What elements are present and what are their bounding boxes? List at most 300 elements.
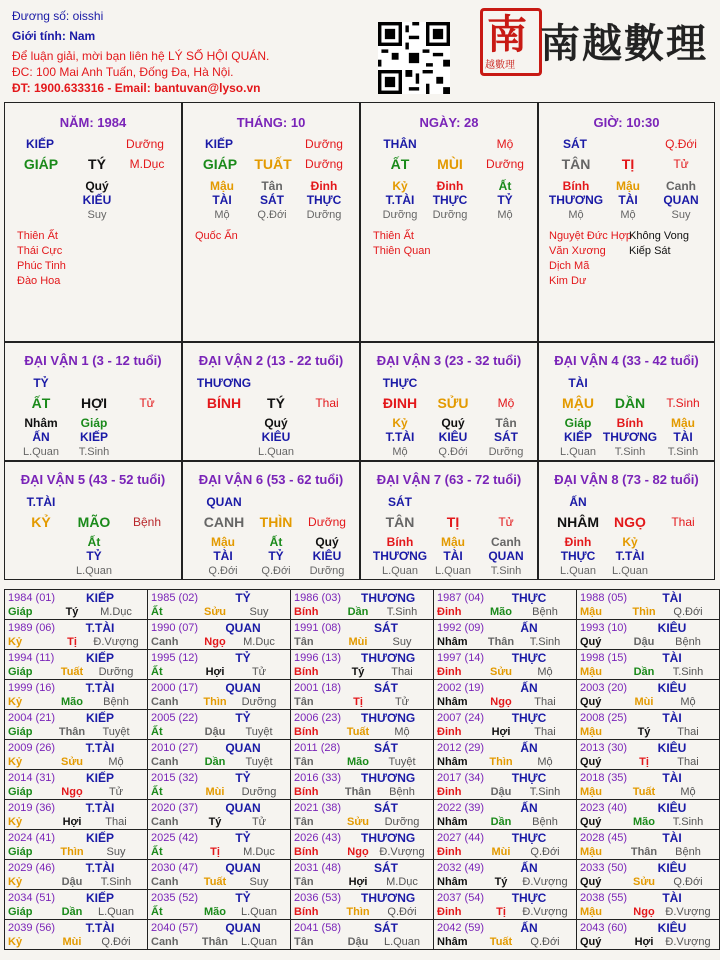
year-can: Tân: [294, 876, 314, 888]
year-can: Ất: [151, 906, 163, 918]
year-chi: Mùi: [205, 786, 225, 798]
year-thap-than: TÀI: [662, 591, 682, 605]
year-thap-than: ẤN: [520, 621, 538, 635]
year-can: Ất: [151, 606, 163, 618]
year-chi: Tý: [351, 666, 365, 678]
year-cell: [434, 770, 577, 800]
year-can: Nhâm: [437, 816, 468, 828]
year-thap-than: THƯƠNG: [361, 591, 416, 605]
year-can: Kỷ: [8, 636, 23, 648]
year-chi: Mão: [61, 696, 83, 708]
year-truong-sinh: Đ.Vượng: [522, 876, 568, 888]
year-cell: [5, 680, 148, 710]
year-can: Mậu: [580, 906, 602, 918]
year-label: 2016 (33): [294, 772, 342, 784]
year-label: 2031 (48): [294, 862, 342, 874]
year-truong-sinh: Đ.Vượng: [522, 906, 568, 918]
year-can: Bính: [294, 726, 319, 738]
year-truong-sinh: Tuyệt: [245, 726, 273, 738]
year-can: Bính: [294, 666, 319, 678]
year-chi: Tị: [353, 696, 363, 708]
year-truong-sinh: Tử: [394, 696, 410, 708]
year-thap-than: KIẾP: [85, 831, 114, 845]
year-cell: [434, 860, 577, 890]
year-can: Tân: [294, 636, 314, 648]
year-thap-than: KIÊU: [657, 741, 687, 755]
year-cell: [5, 770, 148, 800]
year-label: 1989 (06): [8, 622, 56, 634]
year-chi: Mùi: [348, 636, 368, 648]
year-label: 2017 (34): [437, 772, 485, 784]
year-truong-sinh: T.Sinh: [529, 636, 561, 648]
year-label: 2021 (38): [294, 802, 342, 814]
year-chi: Tý: [494, 876, 508, 888]
year-thap-than: T.TÀI: [85, 861, 115, 875]
year-truong-sinh: Tuyệt: [102, 726, 130, 738]
year-can: Bính: [294, 786, 319, 798]
year-can: Mậu: [580, 846, 602, 858]
year-thap-than: TÀI: [662, 771, 682, 785]
year-can: Mậu: [580, 786, 602, 798]
year-truong-sinh: L.Quan: [240, 936, 278, 948]
year-row: [5, 620, 720, 650]
year-label: 2040 (57): [151, 922, 199, 934]
year-truong-sinh: Mộ: [680, 786, 696, 798]
year-can: Giáp: [8, 606, 33, 618]
pillar-hour: GIỜ: 10:30 SÁT Q.Đới TÂN TỊ Tử Bính Mậu Canh THƯƠNG TÀI QUAN Mộ Mộ Suy Nguyệt Đức Hợp Văn Xương Dịch Mã Kim Dư Không Vong Kiếp Sát: [538, 102, 715, 342]
year-cell: [577, 800, 720, 830]
year-label: 1984 (01): [8, 592, 56, 604]
year-label: 2002 (19): [437, 682, 485, 694]
year-cell: [577, 890, 720, 920]
year-truong-sinh: Tử: [108, 786, 124, 798]
year-cell: [577, 740, 720, 770]
year-chi: Mão: [490, 606, 512, 618]
pillar-month: THÁNG: 10 KIẾP Dưỡng GIÁP TUẤT Dưỡng Mậu Tân Đinh TÀI SÁT THỰC Mộ Q.Đới Dưỡng Quốc Ấn: [182, 102, 360, 342]
year-thap-than: TÀI: [662, 711, 682, 725]
year-cell: [434, 590, 577, 620]
year-chi: Ngọ: [347, 846, 369, 858]
year-thap-than: QUAN: [225, 801, 261, 815]
year-truong-sinh: Tuyệt: [388, 756, 416, 768]
year-thap-than: KIÊU: [657, 621, 687, 635]
year-truong-sinh: Q.Đới: [673, 606, 703, 618]
year-truong-sinh: Bệnh: [103, 696, 129, 708]
year-cell: [291, 800, 434, 830]
year-chi: Dần: [204, 756, 226, 768]
year-thap-than: QUAN: [225, 621, 261, 635]
year-can: Bính: [294, 846, 319, 858]
year-cell: [148, 740, 291, 770]
year-truong-sinh: M.Dục: [243, 846, 275, 858]
year-cell: [5, 890, 148, 920]
year-label: 1995 (12): [151, 652, 199, 664]
year-can: Kỷ: [8, 756, 23, 768]
year-label: 2029 (46): [8, 862, 56, 874]
year-chi: Thân: [201, 936, 229, 948]
year-chi: Hợi: [348, 876, 368, 888]
year-thap-than: QUAN: [225, 741, 261, 755]
year-chi: Hợi: [62, 816, 82, 828]
year-thap-than: SÁT: [374, 681, 398, 695]
year-can: Quý: [580, 636, 602, 648]
year-cell: [148, 710, 291, 740]
year-cell: [434, 920, 577, 950]
year-cell: [577, 650, 720, 680]
year-can: Nhâm: [437, 636, 468, 648]
year-cell: [434, 620, 577, 650]
year-truong-sinh: M.Dục: [386, 876, 418, 888]
pillar-year: NĂM: 1984 KIẾP Dưỡng GIÁP TÝ M.Dục Quý KIẾU Suy Thiên Ất Thái Cực Phúc Tinh Đào Hoa: [4, 102, 182, 342]
year-chi: Hợi: [634, 936, 654, 948]
year-truong-sinh: Bệnh: [532, 606, 558, 618]
year-thap-than: KIẾP: [85, 591, 114, 605]
year-chi: Dậu: [61, 876, 83, 888]
year-truong-sinh: L.Quan: [97, 906, 135, 918]
year-cell: [577, 590, 720, 620]
year-row: [5, 680, 720, 710]
year-chi: Sửu: [203, 606, 227, 618]
year-cell: [291, 620, 434, 650]
year-thap-than: TỶ: [235, 591, 251, 605]
year-label: 2007 (24): [437, 712, 485, 724]
year-cell: [148, 830, 291, 860]
year-chi: Tuất: [489, 936, 513, 948]
year-label: 2018 (35): [580, 772, 628, 784]
year-label: 1994 (11): [8, 652, 55, 664]
year-can: Tân: [294, 696, 314, 708]
pillar-day: NGÀY: 28 THÂN Mộ ẤT MÙI Dưỡng Kỷ Đinh Ất T.TÀI THỰC TỶ Dưỡng Dưỡng Mộ Thiên Ất Thiên Quan: [360, 102, 538, 342]
year-cell: [577, 710, 720, 740]
year-can: Canh: [151, 816, 179, 828]
year-cell: [434, 890, 577, 920]
year-can: Canh: [151, 756, 179, 768]
year-label: 1993 (10): [580, 622, 628, 634]
year-thap-than: KIÊU: [657, 801, 687, 815]
year-cell: [148, 650, 291, 680]
year-label: 2001 (18): [294, 682, 342, 694]
year-label: 2005 (22): [151, 712, 199, 724]
year-label: 2024 (41): [8, 832, 56, 844]
year-chi: Thân: [630, 846, 658, 858]
year-label: 1988 (05): [580, 592, 628, 604]
year-truong-sinh: Suy: [106, 846, 126, 858]
year-thap-than: THỰC: [511, 711, 547, 725]
year-label: 1990 (07): [151, 622, 199, 634]
year-truong-sinh: Q.Đới: [101, 936, 131, 948]
year-truong-sinh: Thai: [534, 726, 556, 738]
year-thap-than: TÀI: [662, 651, 682, 665]
year-chi: Mùi: [634, 696, 654, 708]
year-can: Ất: [151, 846, 163, 858]
year-thap-than: KIẾP: [85, 651, 114, 665]
year-label: 2028 (45): [580, 832, 628, 844]
year-truong-sinh: Thai: [391, 666, 413, 678]
year-truong-sinh: Đ.Vượng: [665, 936, 711, 948]
year-cell: [434, 680, 577, 710]
year-cell: [148, 620, 291, 650]
year-label: 2008 (25): [580, 712, 628, 724]
year-label: 2037 (54): [437, 892, 485, 904]
year-cell: [291, 590, 434, 620]
year-truong-sinh: Dưỡng: [241, 696, 277, 708]
year-truong-sinh: Q.Đới: [530, 846, 560, 858]
year-truong-sinh: Dưỡng: [98, 666, 134, 678]
year-can: Canh: [151, 696, 179, 708]
year-row: [5, 920, 720, 950]
year-label: 2038 (55): [580, 892, 628, 904]
year-chi: Ngọ: [490, 696, 512, 708]
year-label: 1997 (14): [437, 652, 485, 664]
year-chi: Tị: [496, 906, 506, 918]
year-truong-sinh: Tuyệt: [245, 756, 273, 768]
year-label: 1986 (03): [294, 592, 342, 604]
year-label: 2022 (39): [437, 802, 485, 814]
year-can: Bính: [294, 906, 319, 918]
year-label: 2020 (37): [151, 802, 199, 814]
year-can: Nhâm: [437, 756, 468, 768]
year-cell: [434, 710, 577, 740]
year-chi: Tuất: [632, 786, 656, 798]
year-thap-than: T.TÀI: [85, 741, 115, 755]
pillar-title: NĂM: 1984: [59, 115, 127, 130]
year-can: Nhâm: [437, 696, 468, 708]
year-can: Nhâm: [437, 876, 468, 888]
contact-line: Để luận giải, mời bạn liên hệ LÝ SỐ HỘI QUÁN.: [12, 49, 270, 63]
year-can: Đinh: [437, 786, 462, 798]
year-thap-than: ẤN: [520, 801, 538, 815]
year-can: Quý: [580, 816, 602, 828]
year-label: 2043 (60): [580, 922, 628, 934]
year-label: 2010 (27): [151, 742, 199, 754]
year-row: [5, 590, 720, 620]
year-cell: [291, 890, 434, 920]
year-thap-than: THỰC: [511, 891, 547, 905]
year-row: [5, 800, 720, 830]
year-truong-sinh: Thai: [677, 756, 699, 768]
gender-line: Giới tính: Nam: [12, 29, 96, 43]
year-truong-sinh: Mộ: [537, 666, 553, 678]
dai-van-1: ĐẠI VẬN 1 (3 - 12 tuổi) TỶ ẤT HỢI Tử Nhâm Giáp ẤN KIẾP L.Quan T.Sinh: [4, 342, 182, 461]
year-thap-than: TỶ: [235, 891, 251, 905]
year-thap-than: KIẾP: [85, 711, 114, 725]
year-chi: Hợi: [491, 726, 511, 738]
year-can: Giáp: [8, 906, 33, 918]
year-thap-than: THỰC: [511, 591, 547, 605]
year-cell: [577, 860, 720, 890]
year-can: Giáp: [8, 786, 33, 798]
dai-van-3: ĐẠI VẬN 3 (23 - 32 tuổi) THỰC ĐINH SỬU Mộ Kỷ Quý Tân T.TÀI KIÊU SÁT Mộ Q.Đới Dưỡng: [360, 342, 538, 461]
year-cell: [5, 620, 148, 650]
year-label: 2039 (56): [8, 922, 56, 934]
year-chi: Thìn: [632, 606, 656, 618]
year-chi: Thân: [344, 786, 372, 798]
dai-van-2: ĐẠI VẬN 2 (13 - 22 tuổi) THƯƠNG BÍNH TÝ Thai Quý KIÊU L.Quan: [182, 342, 360, 461]
year-thap-than: T.TÀI: [85, 801, 115, 815]
year-cell: [5, 860, 148, 890]
year-thap-than: SÁT: [374, 741, 398, 755]
year-can: Đinh: [437, 906, 462, 918]
year-label: 2036 (53): [294, 892, 342, 904]
year-chi: Sửu: [489, 666, 513, 678]
year-thap-than: THỰC: [511, 651, 547, 665]
year-cell: [5, 740, 148, 770]
year-label: 1985 (02): [151, 592, 199, 604]
dai-van-4: ĐẠI VẬN 4 (33 - 42 tuổi) TÀI MẬU DẦN T.Sinh Giáp Bính Mậu KIẾP THƯƠNG TÀI L.Quan T.Sinh T.Sinh: [538, 342, 715, 461]
year-can: Giáp: [8, 846, 33, 858]
year-thap-than: KIẾP: [85, 771, 114, 785]
year-label: 2015 (32): [151, 772, 199, 784]
year-chi: Thân: [487, 636, 515, 648]
year-chi: Sửu: [346, 816, 370, 828]
year-truong-sinh: Q.Đới: [673, 876, 703, 888]
pillar-chi: TÝ: [88, 156, 106, 172]
year-truong-sinh: Bệnh: [532, 816, 558, 828]
year-truong-sinh: Thai: [534, 696, 556, 708]
year-thap-than: ẤN: [520, 861, 538, 875]
year-can: Canh: [151, 636, 179, 648]
year-cell: [5, 800, 148, 830]
year-chi: Tý: [208, 816, 222, 828]
year-can: Canh: [151, 876, 179, 888]
year-can: Quý: [580, 696, 602, 708]
year-truong-sinh: Dưỡng: [384, 816, 420, 828]
year-can: Bính: [294, 606, 319, 618]
year-row: [5, 710, 720, 740]
year-cell: [577, 620, 720, 650]
year-cell: [434, 740, 577, 770]
year-can: Quý: [580, 936, 602, 948]
year-cell: [291, 920, 434, 950]
year-chi: Hợi: [205, 666, 225, 678]
year-can: Tân: [294, 756, 314, 768]
year-chi: Mùi: [62, 936, 82, 948]
year-cell: [5, 830, 148, 860]
year-truong-sinh: Suy: [392, 636, 412, 648]
year-thap-than: THƯƠNG: [361, 771, 416, 785]
annual-luck-table: [4, 589, 720, 950]
year-thap-than: TÀI: [662, 891, 682, 905]
year-can: Canh: [151, 936, 179, 948]
year-cell: [148, 920, 291, 950]
year-row: [5, 650, 720, 680]
year-cell: [577, 920, 720, 950]
year-chi: Dần: [490, 816, 512, 828]
year-cell: [291, 860, 434, 890]
year-thap-than: QUAN: [225, 681, 261, 695]
year-thap-than: THƯƠNG: [361, 831, 416, 845]
year-label: 2003 (20): [580, 682, 628, 694]
year-label: 2032 (49): [437, 862, 485, 874]
year-thap-than: THỰC: [511, 831, 547, 845]
year-row: [5, 830, 720, 860]
year-can: Kỷ: [8, 936, 23, 948]
year-thap-than: THỰC: [511, 771, 547, 785]
year-can: Ất: [151, 666, 163, 678]
year-label: 2013 (30): [580, 742, 628, 754]
year-thap-than: TỶ: [235, 711, 251, 725]
year-chi: Tuất: [346, 726, 370, 738]
year-cell: [148, 800, 291, 830]
year-cell: [577, 770, 720, 800]
year-cell: [5, 590, 148, 620]
year-thap-than: KIÊU: [657, 681, 687, 695]
year-label: 2041 (58): [294, 922, 342, 934]
year-can: Đinh: [437, 726, 462, 738]
year-truong-sinh: Suy: [249, 606, 269, 618]
year-cell: [291, 830, 434, 860]
year-thap-than: KIẾP: [85, 891, 114, 905]
year-thap-than: ẤN: [520, 741, 538, 755]
year-chi: Mão: [204, 906, 226, 918]
year-truong-sinh: Q.Đới: [530, 936, 560, 948]
year-thap-than: QUAN: [225, 921, 261, 935]
year-thap-than: TỶ: [235, 831, 251, 845]
year-can: Kỷ: [8, 696, 23, 708]
year-chi: Tị: [639, 756, 649, 768]
year-cell: [577, 680, 720, 710]
year-row: [5, 770, 720, 800]
year-thap-than: T.TÀI: [85, 621, 115, 635]
year-truong-sinh: Đ.Vượng: [665, 906, 711, 918]
year-truong-sinh: Bệnh: [675, 636, 701, 648]
dai-van-8: ĐẠI VẬN 8 (73 - 82 tuổi) ẤN NHÂM NGỌ Thai Đinh Kỷ THỰC T.TÀI L.Quan L.Quan: [538, 461, 715, 580]
year-cell: [577, 830, 720, 860]
year-label: 1987 (04): [437, 592, 485, 604]
year-chi: Tý: [65, 606, 79, 618]
year-label: 1996 (13): [294, 652, 342, 664]
year-can: Giáp: [8, 726, 33, 738]
year-cell: [434, 830, 577, 860]
phone-email-line: ĐT: 1900.633316 - Email: bantuvan@lyso.vn: [12, 81, 261, 95]
year-label: 2026 (43): [294, 832, 342, 844]
year-label: 1991 (08): [294, 622, 342, 634]
year-label: 2035 (52): [151, 892, 199, 904]
pillar-can: GIÁP: [23, 156, 59, 172]
year-truong-sinh: M.Dục: [100, 606, 132, 618]
year-chi: Thìn: [489, 756, 513, 768]
year-label: 2042 (59): [437, 922, 485, 934]
year-label: 2025 (42): [151, 832, 199, 844]
year-truong-sinh: L.Quan: [240, 906, 278, 918]
year-truong-sinh: L.Quan: [383, 936, 421, 948]
year-label: 2006 (23): [294, 712, 342, 724]
dai-van-5: ĐẠI VẬN 5 (43 - 52 tuổi) T.TÀI KỶ MÃO Bệnh Ất TỶ L.Quan: [4, 461, 182, 580]
year-cell: [434, 650, 577, 680]
year-label: 2000 (17): [151, 682, 199, 694]
year-chi: Thìn: [60, 846, 84, 858]
year-cell: [148, 770, 291, 800]
year-truong-sinh: Mộ: [108, 756, 124, 768]
year-chi: Tuất: [60, 666, 84, 678]
year-thap-than: SÁT: [374, 621, 398, 635]
year-cell: [148, 860, 291, 890]
owner-line: Đương số: oisshi: [12, 9, 104, 23]
year-truong-sinh: Đ.Vượng: [93, 636, 139, 648]
year-label: 2012 (29): [437, 742, 485, 754]
year-thap-than: SÁT: [374, 801, 398, 815]
year-thap-than: ẤN: [520, 681, 538, 695]
year-cell: [148, 890, 291, 920]
year-chi: Dậu: [204, 726, 226, 738]
year-can: Giáp: [8, 666, 33, 678]
year-truong-sinh: Tử: [251, 816, 267, 828]
year-truong-sinh: Mộ: [394, 726, 410, 738]
year-chi: Sửu: [60, 756, 84, 768]
year-label: 2009 (26): [8, 742, 56, 754]
year-cell: [291, 710, 434, 740]
year-truong-sinh: Dưỡng: [241, 786, 277, 798]
